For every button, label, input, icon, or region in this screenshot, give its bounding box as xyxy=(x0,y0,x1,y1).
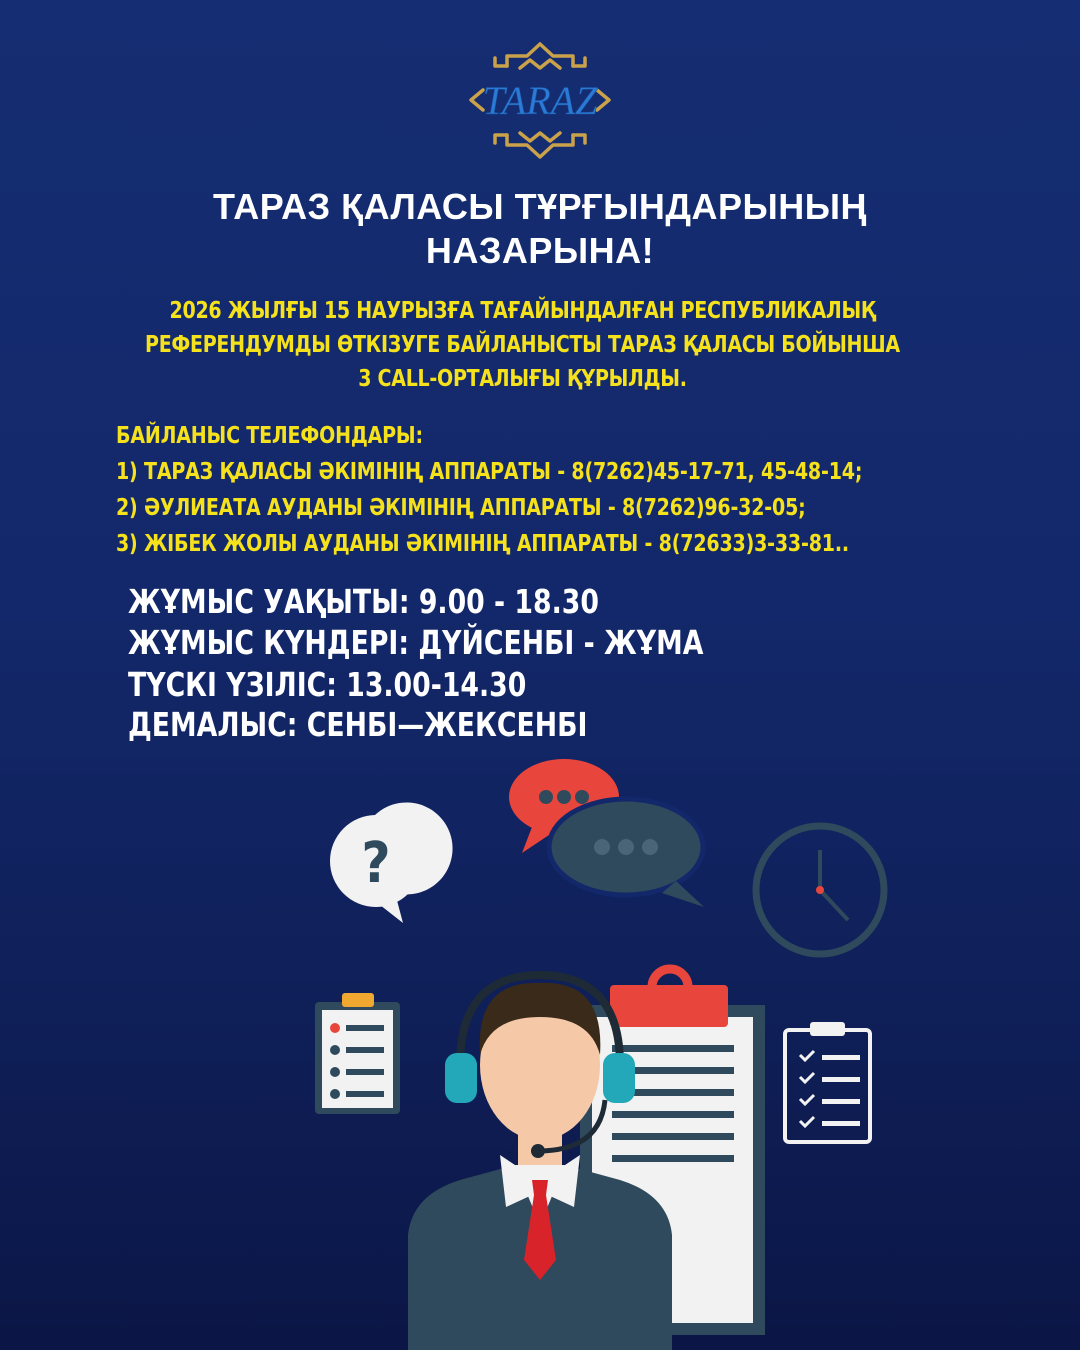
contact-item: 1) ТАРАЗ ҚАЛАСЫ ӘКІМІНІҢ АППАРАТЫ - 8(7262)45-17-71, 45-48-14; xyxy=(116,459,863,485)
checklist-icon xyxy=(315,993,400,1114)
call-center-illustration xyxy=(300,755,900,1350)
intro-line-2: РЕФЕРЕНДУМДЫ ӨТКІЗУГЕ БАЙЛАНЫСТЫ ТАРАЗ ҚАЛАСЫ БОЙЫНША xyxy=(145,332,900,358)
svg-text:?: ? xyxy=(361,831,391,896)
contact-item: 3) ЖІБЕК ЖОЛЫ АУДАНЫ ӘКІМІНІҢ АППАРАТЫ - 8(72633)3-33-81.. xyxy=(116,531,849,557)
chat-bubble-icon xyxy=(549,799,704,907)
question-bubble-icon xyxy=(330,802,453,923)
work-days: ЖҰМЫС КҮНДЕРІ: ДҮЙСЕНБІ - ЖҰМА xyxy=(128,623,704,662)
clock-icon xyxy=(756,826,884,954)
lunch-break: ТҮСКІ ҮЗІЛІС: 13.00-14.30 xyxy=(128,665,527,704)
intro-line-1: 2026 ЖЫЛҒЫ 15 НАУРЫЗҒА ТАҒАЙЫНДАЛҒАН РЕСПУБЛИКАЛЫҚ xyxy=(169,298,876,324)
contact-item: 2) ӘУЛИЕАТА АУДАНЫ ӘКІМІНІҢ АППАРАТЫ - 8(7262)96-32-05; xyxy=(116,495,806,521)
logo-text: TARAZ xyxy=(482,78,598,123)
title-line-2: НАЗАРЫНА! xyxy=(425,230,655,271)
contacts-heading: БАЙЛАНЫС ТЕЛЕФОНДАРЫ: xyxy=(116,423,423,449)
taraz-logo xyxy=(465,38,615,163)
checklist-icon xyxy=(785,1022,870,1142)
work-time: ЖҰМЫС УАҚЫТЫ: 9.00 - 18.30 xyxy=(128,582,599,621)
intro-line-3: 3 CALL-ОРТАЛЫҒЫ ҚҰРЫЛДЫ. xyxy=(358,366,687,392)
title-line-1: ТАРАЗ ҚАЛАСЫ ТҰРҒЫНДАРЫНЫҢ xyxy=(213,186,867,227)
weekend: ДЕМАЛЫС: СЕНБІ—ЖЕКСЕНБІ xyxy=(128,705,588,744)
